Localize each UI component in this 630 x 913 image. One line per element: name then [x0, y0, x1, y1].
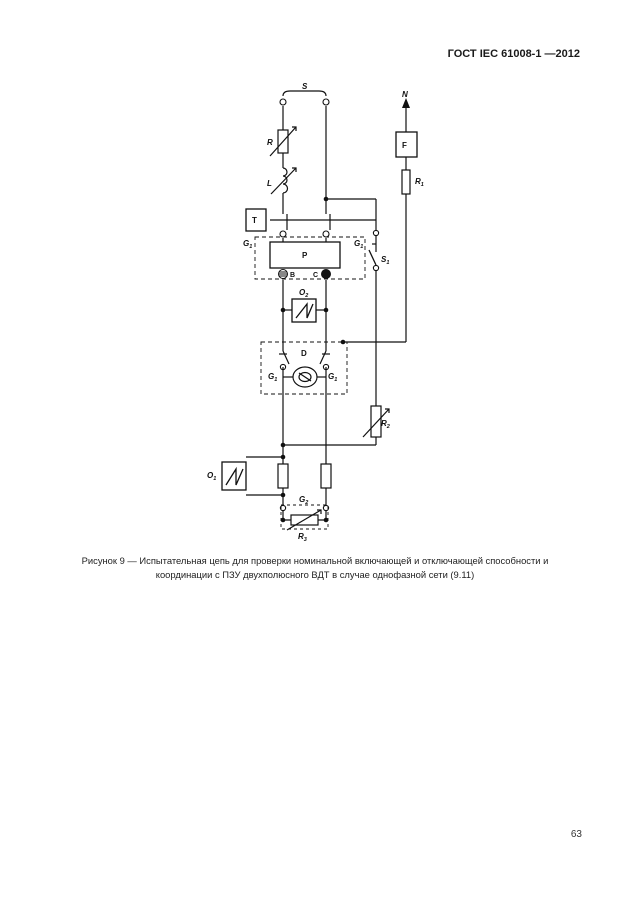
label-g2: $G_2$	[299, 495, 309, 506]
label-r: R	[267, 138, 273, 147]
label-t: T	[252, 216, 257, 225]
terminal-c	[321, 269, 331, 279]
label-r2: $R_2$	[381, 419, 390, 430]
label-d: D	[301, 349, 307, 358]
caption-line-2: координации с ПЗУ двухполюсного ВДТ в случае однофазной сети (9.11)	[155, 569, 475, 580]
label-r3: $R_3$	[298, 532, 307, 543]
caption-line-1: Рисунок 9 — Испытательная цепь для проверки номинальной включающей и отключающей способности и	[81, 555, 549, 566]
oscilloscope-o1	[222, 462, 246, 490]
standard-header: ГОСТ IEC 61008-1 —2012	[447, 48, 580, 60]
variable-resistor-r	[270, 127, 296, 156]
page-number: 63	[570, 829, 582, 840]
label-o2: $O_2$	[299, 288, 309, 299]
label-b: B	[290, 272, 296, 279]
label-o1: $O_1$	[207, 471, 217, 482]
resistor-lower-right	[321, 464, 331, 488]
supply-bracket	[283, 91, 326, 96]
label-p: P	[302, 251, 308, 260]
label-s1: $S_1$	[381, 255, 390, 266]
label-n: N	[402, 90, 408, 99]
terminal-b	[279, 270, 288, 279]
variable-resistor-r3	[287, 510, 321, 530]
label-c: C	[313, 272, 319, 279]
label-r1: $R_1$	[415, 177, 424, 188]
device-d-toroid	[293, 367, 317, 387]
label-l: L	[267, 179, 272, 188]
label-g1-inner-right: $G_1$	[328, 372, 338, 383]
label-s: S	[302, 82, 308, 91]
resistor-lower-left	[278, 464, 288, 488]
oscilloscope-o2	[292, 299, 316, 322]
label-g1-left: $G_1$	[243, 239, 253, 250]
variable-inductor-l	[271, 168, 296, 194]
figure-caption	[40, 554, 590, 582]
resistor-r1	[402, 170, 410, 194]
switch-s1	[369, 250, 376, 265]
n-arrow	[402, 98, 410, 108]
label-g1-inner-left: $G_1$	[268, 372, 278, 383]
label-g1-right: $G_1$	[354, 239, 364, 250]
label-f: F	[402, 141, 407, 150]
